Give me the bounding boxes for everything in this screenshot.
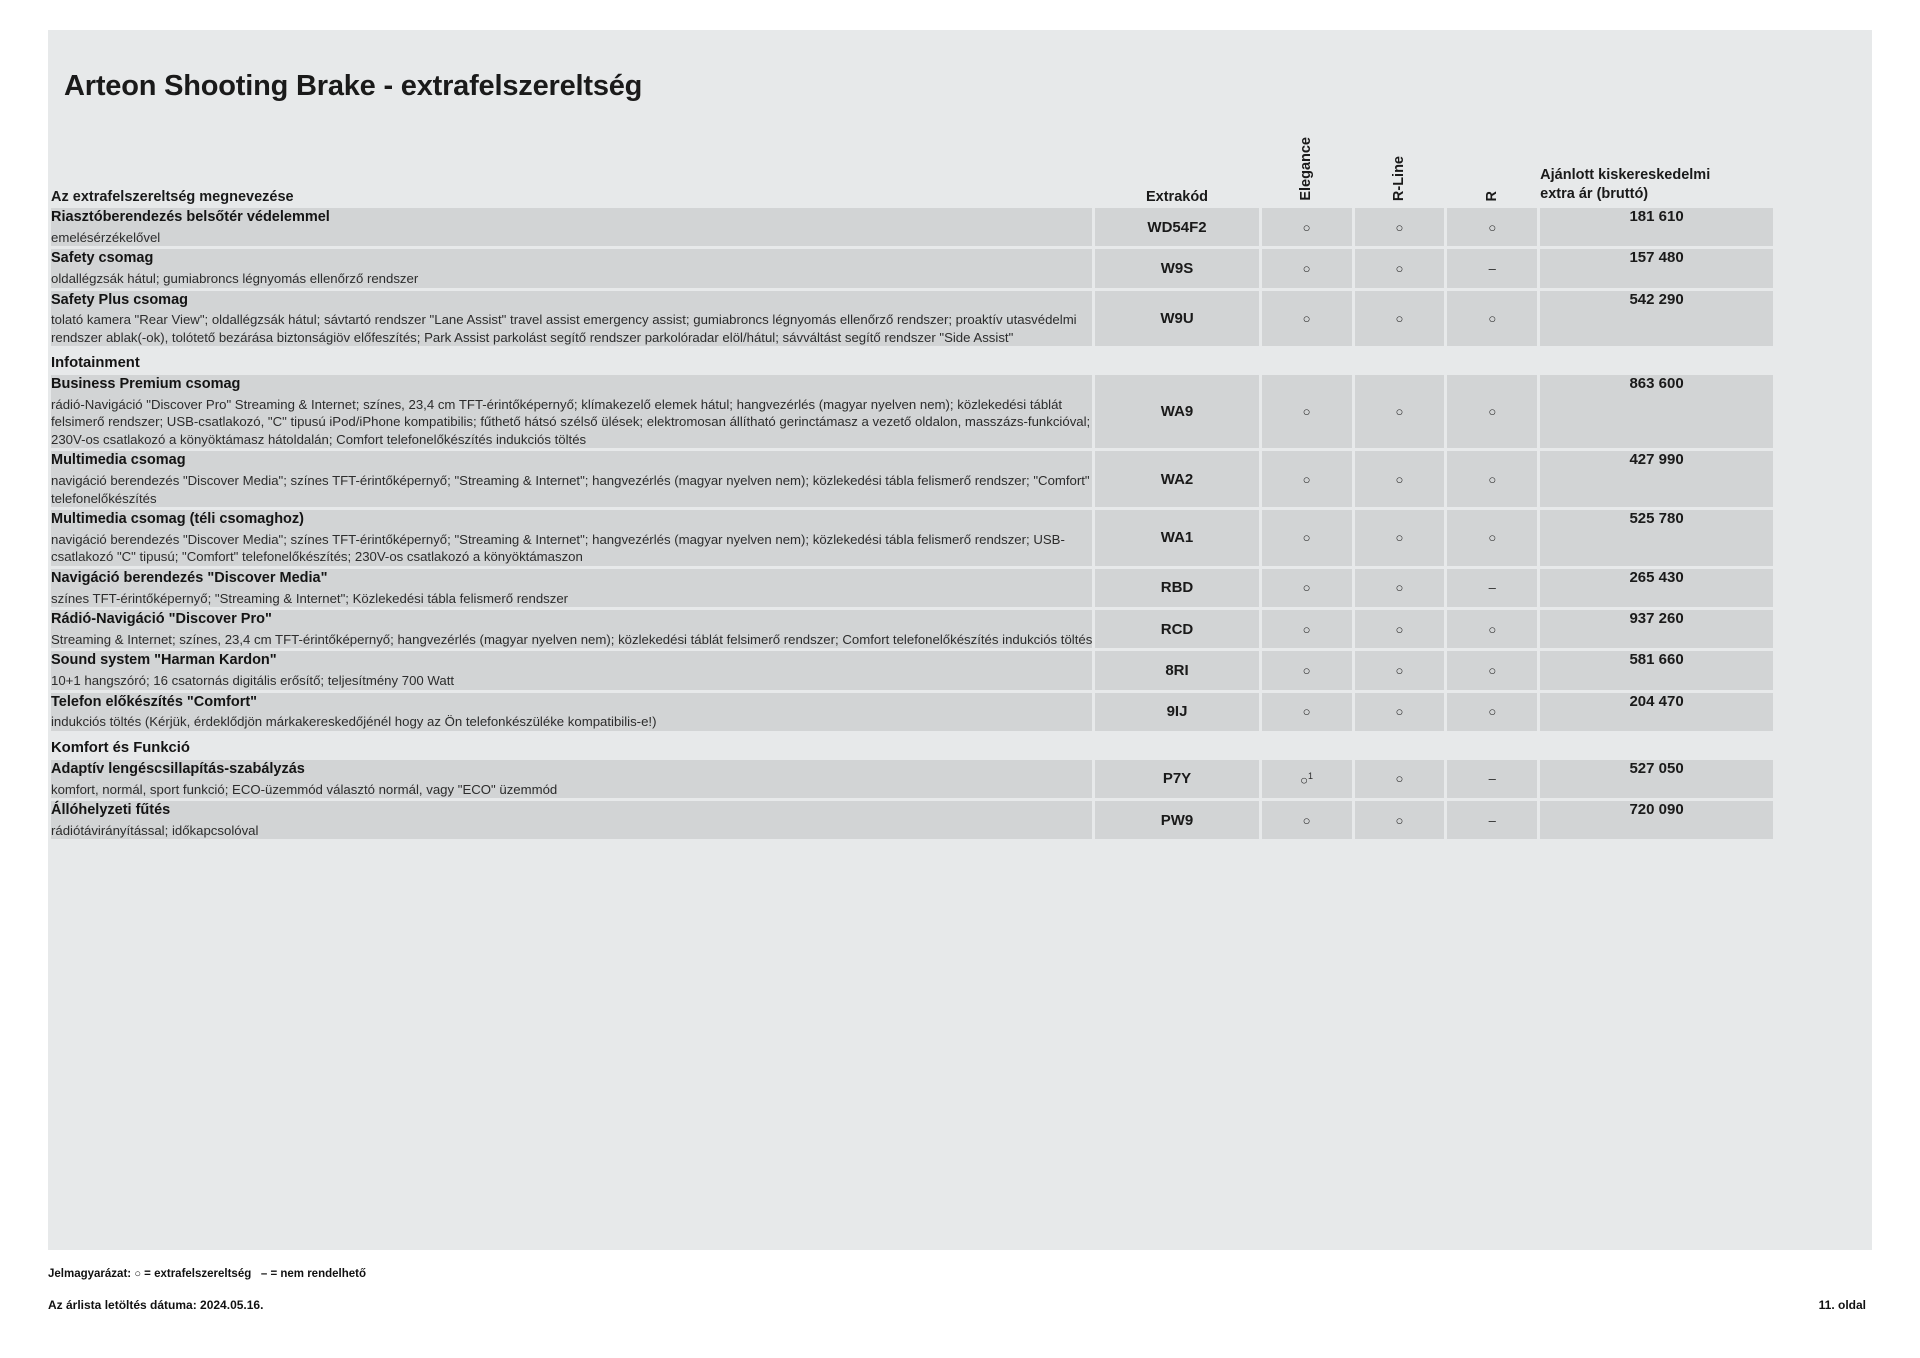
availability-rline-glyph: ○ [1395,621,1404,637]
option-code: WA1 [1095,510,1258,566]
availability-r-glyph: – [1488,771,1496,787]
table-header-row [51,113,1773,205]
availability-r [1447,760,1537,798]
header-price [1540,113,1773,205]
availability-elegance-glyph: ○ [1302,404,1311,420]
availability-rline [1355,451,1445,507]
option-description-cell [51,208,1092,246]
availability-rline [1355,569,1445,607]
option-price: 525 780 [1540,510,1773,566]
table-row [51,801,1773,839]
availability-elegance [1262,801,1352,839]
option-price: 181 610 [1540,208,1773,246]
availability-r-glyph: ○ [1488,471,1497,487]
page-title: Arteon Shooting Brake - extrafelszereltség [64,70,643,102]
option-price: 863 600 [1540,375,1773,448]
availability-r [1447,291,1537,347]
availability-r [1447,651,1537,689]
availability-r-glyph: ○ [1488,310,1497,326]
availability-elegance-glyph: ○ [1302,812,1311,828]
header-elegance [1262,113,1352,205]
availability-elegance [1262,208,1352,246]
option-description-cell [51,651,1092,689]
availability-elegance-glyph: ○ [1300,772,1309,788]
legend-dash-text: = nem rendelhető [270,1268,366,1280]
option-code: W9U [1095,291,1258,347]
page-number: 11. oldal [1818,1298,1866,1312]
option-code: P7Y [1095,760,1258,798]
availability-rline-glyph: ○ [1395,219,1404,235]
legend-dash-icon: – [260,1268,268,1280]
table-row [51,208,1773,246]
option-name: Navigáció berendezés "Discover Media" [51,569,328,586]
availability-rline [1355,610,1445,648]
header-description: Az extrafelszereltség megnevezése [51,189,294,205]
availability-elegance [1262,760,1352,798]
group-header-cell [51,739,1773,757]
availability-elegance [1262,451,1352,507]
table-row [51,451,1773,507]
availability-r-glyph: ○ [1488,404,1497,420]
header-price-line1: Ajánlott kiskereskedelmi [1540,166,1711,183]
availability-rline [1355,801,1445,839]
option-name: Safety csomag [51,250,154,267]
option-name: Adaptív lengéscsillapítás-szabályzás [51,760,305,777]
table-spacer-row [51,734,1773,736]
option-code: RBD [1095,569,1258,607]
availability-r-glyph: – [1488,580,1496,596]
table-row [51,610,1773,648]
option-code: PW9 [1095,801,1258,839]
table-row [51,569,1773,607]
option-details: indukciós töltés (Kérjük, érdeklődjön márkakereskedőjénél hogy az Ön telefonkészüléke kompatibilis-e!) [51,714,657,730]
table-row [51,693,1773,731]
availability-rline [1355,510,1445,566]
option-details: rádiótávirányítással; időkapcsolóval [51,822,259,838]
availability-r [1447,610,1537,648]
availability-r [1447,208,1537,246]
availability-r-glyph: – [1488,812,1496,828]
availability-rline-glyph: ○ [1395,530,1404,546]
option-description-cell [51,693,1092,731]
availability-elegance [1262,651,1352,689]
option-details: komfort, normál, sport funkció; ECO-üzemmód választó normál, vagy "ECO" üzemmód [51,781,558,797]
availability-elegance-glyph: ○ [1302,310,1311,326]
availability-rline-glyph: ○ [1395,771,1404,787]
availability-r [1447,249,1537,287]
availability-elegance [1262,693,1352,731]
availability-r [1447,569,1537,607]
table-row [51,375,1773,448]
availability-r-glyph: ○ [1488,219,1497,235]
table-row [51,291,1773,347]
availability-elegance-glyph: ○ [1302,471,1311,487]
option-name: Rádió-Navigáció "Discover Pro" [51,610,272,627]
availability-r [1447,693,1537,731]
availability-elegance-glyph: ○ [1302,621,1311,637]
extras-table [48,110,1776,842]
option-code: 9IJ [1095,693,1258,731]
option-description-cell [51,569,1092,607]
option-description-cell [51,375,1092,448]
option-description-cell [51,249,1092,287]
option-description-cell [51,760,1092,798]
header-r [1447,113,1537,205]
option-name: Safety Plus csomag [51,291,188,308]
availability-rline-glyph: ○ [1395,704,1404,720]
option-description-cell [51,510,1092,566]
table-row [51,249,1773,287]
availability-elegance-glyph: ○ [1302,219,1311,235]
option-price: 427 990 [1540,451,1773,507]
option-code: W9S [1095,249,1258,287]
table-row [51,760,1773,798]
option-name: Business Premium csomag [51,376,241,393]
availability-elegance [1262,291,1352,347]
availability-rline-glyph: ○ [1395,662,1404,678]
availability-rline [1355,291,1445,347]
option-price: 527 050 [1540,760,1773,798]
availability-footnote-marker: 1 [1308,770,1314,781]
spacer-cell [51,349,1773,351]
group-label: Infotainment [51,355,140,372]
availability-r-glyph: ○ [1488,704,1497,720]
availability-elegance-glyph: ○ [1302,704,1311,720]
table-group-row [51,354,1773,372]
availability-elegance [1262,249,1352,287]
option-description-cell [51,801,1092,839]
table-group-row [51,739,1773,757]
availability-rline [1355,208,1445,246]
availability-elegance-glyph: ○ [1302,260,1311,276]
availability-elegance [1262,510,1352,566]
availability-r [1447,451,1537,507]
header-rline [1355,113,1445,205]
availability-elegance-glyph: ○ [1302,530,1311,546]
availability-rline-glyph: ○ [1395,404,1404,420]
option-details: tolató kamera "Rear View"; oldallégzsák hátul; sávtartó rendszer "Lane Assist" travel assist emergency assist; gumiabroncs légnyomás ellenőrző rendszer; proaktív utasvédelmi rendszer ablak(-ok), tolótető bezárása biztonságiöv előfeszítés; Park Assist parkolást segítő rendszer parkolóradar elöl/hátul; sávváltást segítő rendszer "Side Assist" [51,312,1077,345]
option-price: 157 480 [1540,249,1773,287]
availability-elegance [1262,569,1352,607]
option-code: 8RI [1095,651,1258,689]
availability-rline [1355,760,1445,798]
option-code: WD54F2 [1095,208,1258,246]
header-code: Extrakód [1145,189,1209,205]
availability-rline-glyph: ○ [1395,812,1404,828]
availability-r-glyph: – [1488,260,1496,276]
availability-rline-glyph: ○ [1395,310,1404,326]
availability-r [1447,510,1537,566]
header-price-line2: extra ár (bruttó) [1540,186,1649,203]
availability-rline [1355,375,1445,448]
table-row [51,510,1773,566]
availability-r [1447,375,1537,448]
legend [48,1268,366,1280]
availability-rline-glyph: ○ [1395,260,1404,276]
group-header-cell [51,354,1773,372]
legend-circle-text: = extrafelszereltség [144,1268,252,1280]
option-name: Állóhelyzeti fűtés [51,802,171,819]
availability-rline-glyph: ○ [1395,580,1404,596]
availability-r [1447,801,1537,839]
option-price: 265 430 [1540,569,1773,607]
header-elegance-label: Elegance [1298,137,1315,201]
availability-r-glyph: ○ [1488,662,1497,678]
download-date: Az árlista letöltés dátuma: 2024.05.16. [48,1298,264,1312]
header-r-label: R [1484,190,1500,201]
table-body [51,208,1773,839]
option-code: WA9 [1095,375,1258,448]
option-price: 581 660 [1540,651,1773,689]
option-details: Streaming & Internet; színes, 23,4 cm TFT-érintőképernyő; hangvezérlés (magyar nyelven nem); közlekedési táblát felsimerő rendszer; Comfort telefonelőkészítés indukciós töltés [51,631,1093,647]
option-price: 204 470 [1540,693,1773,731]
option-name: Sound system "Harman Kardon" [51,652,277,669]
header-rline-label: R-Line [1391,155,1408,201]
group-label: Komfort és Funkció [51,739,190,756]
option-name: Telefon előkészítés "Comfort" [51,693,258,710]
table-header [51,113,1773,205]
option-name: Multimedia csomag (téli csomaghoz) [51,511,304,528]
table-spacer-row [51,349,1773,351]
option-details: színes TFT-érintőképernyő; "Streaming & Internet"; Közlekedési tábla felismerő rendszer [51,590,569,606]
option-details: rádió-Navigáció "Discover Pro" Streaming & Internet; színes, 23,4 cm TFT-érintőképernyő; klímakezelő elemek hátul; hangvezérlés (magyar nyelven nem); közlekedési táblát felsimerő rendszer; USB-csatlakozó, "C" tipusú iPod/iPhone kompatibilis; fűthető hátsó szélső ülések; elektromosan állítható gerinctámasz a vezető oldalon, masszázs-funkcióval; 230V-os csatlakozó a könyöktámasz hátoldalán; Comfort telefonelőkészítés indukciós töltés [51,397,1091,447]
option-price: 937 260 [1540,610,1773,648]
option-description-cell [51,610,1092,648]
availability-elegance [1262,610,1352,648]
option-details: oldallégzsák hátul; gumiabroncs légnyomás ellenőrző rendszer [51,271,419,287]
option-details: emelésérzékelővel [51,229,161,245]
availability-elegance-glyph: ○ [1302,662,1311,678]
option-code: RCD [1095,610,1258,648]
option-name: Multimedia csomag [51,452,186,469]
legend-prefix: Jelmagyarázat: [48,1268,132,1280]
option-price: 720 090 [1540,801,1773,839]
option-description-cell [51,291,1092,347]
availability-rline [1355,651,1445,689]
availability-rline-glyph: ○ [1395,471,1404,487]
option-code: WA2 [1095,451,1258,507]
availability-rline [1355,693,1445,731]
availability-r-glyph: ○ [1488,621,1497,637]
option-details: navigáció berendezés "Discover Media"; színes TFT-érintőképernyő; "Streaming & Internet"; hangvezérlés (magyar nyelven nem); közlekedési tábla felismerő rendszer; USB-csatlakozó "C" tipusú; "Comfort" telefonelőkészítés; 230V-os csatlakozó a könyöktámaszon [51,531,1065,565]
table-row [51,651,1773,689]
availability-rline [1355,249,1445,287]
option-description-cell [51,451,1092,507]
option-details: 10+1 hangszóró; 16 csatornás digitális erősítő; teljesítmény 700 Watt [51,673,455,689]
availability-r-glyph: ○ [1488,530,1497,546]
legend-circle-icon: ○ [134,1268,141,1280]
availability-elegance [1262,375,1352,448]
availability-elegance-glyph: ○ [1302,580,1311,596]
option-details: navigáció berendezés "Discover Media"; színes TFT-érintőképernyő; "Streaming & Internet"; hangvezérlés (magyar nyelven nem); közlekedési tábla felismerő rendszer; "Comfort" telefonelőkészítés [51,473,1090,506]
option-price: 542 290 [1540,291,1773,347]
option-name: Riasztóberendezés belsőtér védelemmel [51,209,330,225]
spacer-cell [51,734,1773,736]
